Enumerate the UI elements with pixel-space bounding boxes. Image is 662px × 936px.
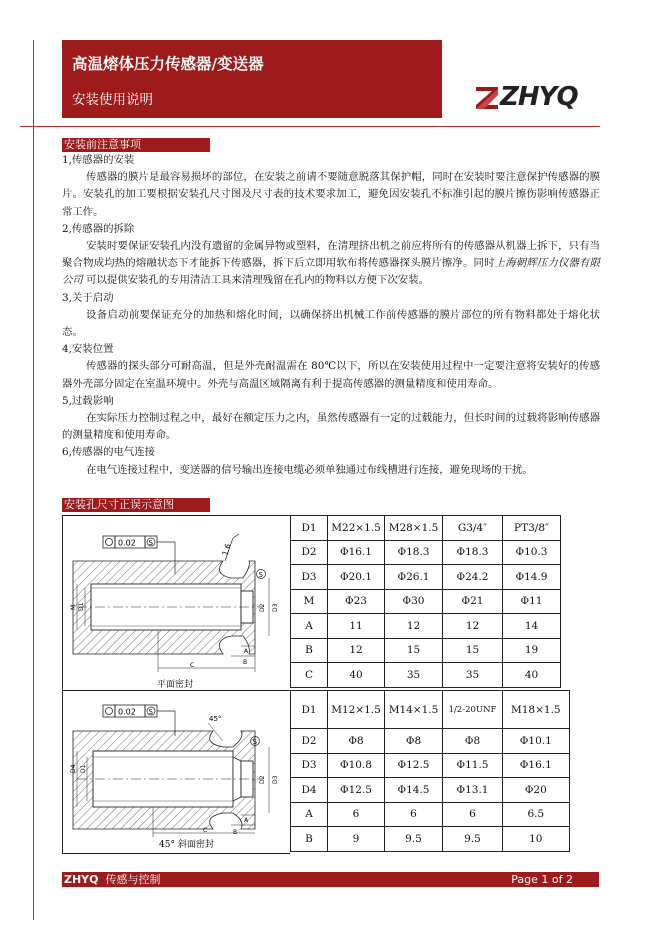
table-cell: Φ26.1 xyxy=(385,565,443,590)
table-row xyxy=(291,729,570,754)
doc-title: 高温熔体压力传感器/变送器 xyxy=(72,55,264,73)
table-cell: 12 xyxy=(385,614,443,639)
table-cell: 10 xyxy=(503,827,570,852)
bevel-seal-drawing xyxy=(63,691,290,853)
dim-label-d4: D4 xyxy=(70,764,77,773)
item-text-part: 安装时要保证安装孔内没有遗留的金属异物或塑料，在清理挤出机之前应将所有的传感器从机器上拆下，只有当聚合物成均热的熔融状态下才能拆下传感器，拆下后立即用软布将传感器探头膜片擦净。同时 xyxy=(62,240,600,270)
item-heading: 6,传感器的电气连接 xyxy=(62,446,156,459)
company-name: 上海朝辉压力仪器有限公司 xyxy=(62,257,600,287)
row-header-cell: A xyxy=(291,614,328,639)
table-cell: 19 xyxy=(503,638,561,663)
table-row xyxy=(291,516,561,541)
precautions-body xyxy=(62,152,600,479)
table-cell: M22×1.5 xyxy=(328,516,385,541)
table-cell: PT3/8″ xyxy=(503,516,561,541)
page-footer xyxy=(62,872,599,887)
dim-label-b: B xyxy=(243,659,248,666)
table-cell: 6 xyxy=(385,802,443,827)
table-row xyxy=(291,802,570,827)
figure-bevel-seal xyxy=(62,690,290,854)
item-text-part: 可以提供安装孔的专用清洁工具来清理残留在孔内的物料以方便下次安装。 xyxy=(82,274,429,287)
item-text: 传感器的膜片是最容易损坏的部位，在安装之前请不要随意脱落其保护帽，同时在安装时要注意保护传感器的膜片。安装孔的加工要根据安装孔尺寸图及尺寸表的技术要求加工，避免因安装孔不标准引起的膜片擦伤影响传感器正常工作。 xyxy=(62,171,600,218)
table-cell: Φ16.1 xyxy=(328,540,385,565)
table-cell: 40 xyxy=(328,663,385,688)
dim-label-d1: D1 xyxy=(78,602,85,611)
row-header-cell: B xyxy=(291,827,328,852)
item-text: 在实际压力控制过程之中，最好在额定压力之内，虽然传感器有一定的过载能力，但长时间的过载将影响传感器的测量精度和使用寿命。 xyxy=(62,412,600,442)
table-cell: 1/2-20UNF xyxy=(443,691,503,729)
table-cell: Φ8 xyxy=(385,729,443,754)
table-cell: 40 xyxy=(503,663,561,688)
footer-brand: ZHYQ xyxy=(64,873,99,886)
table-cell: Φ18.3 xyxy=(443,540,503,565)
table-cell: Φ24.2 xyxy=(443,565,503,590)
row-header-cell: D3 xyxy=(291,753,328,778)
table-cell: Φ10.3 xyxy=(503,540,561,565)
table-cell: G3/4″ xyxy=(443,516,503,541)
table-row xyxy=(291,614,561,639)
row-header-cell: A xyxy=(291,802,328,827)
table-row xyxy=(291,540,561,565)
row-header-cell: B xyxy=(291,638,328,663)
dim-label-d1: D1 xyxy=(80,764,87,773)
row-header-cell: D2 xyxy=(291,729,328,754)
dim-label-d2: D2 xyxy=(259,775,266,784)
table-cell: Φ30 xyxy=(385,589,443,614)
logo-text: ZHYQ xyxy=(500,82,578,112)
footer-tagline: 传感与控制 xyxy=(105,873,161,886)
item-text xyxy=(62,238,600,290)
table-row xyxy=(291,589,561,614)
table-cell: Φ11 xyxy=(503,589,561,614)
bevel-angle: 45° xyxy=(209,715,222,723)
dim-label-d2: D2 xyxy=(259,603,266,612)
item-text: 在电气连接过程中，变送器的信号输出连接电缆必须单独通过布线槽进行连接，避免现场的干扰。 xyxy=(86,463,533,476)
company-logo xyxy=(474,83,604,113)
dimension-table-bevel xyxy=(290,690,570,852)
table-cell: 9.5 xyxy=(443,827,503,852)
margin-line-vertical xyxy=(33,40,34,920)
table-cell: Φ12.5 xyxy=(385,753,443,778)
item-heading: 1,传感器的安装 xyxy=(62,154,135,166)
datum-mark-s: S xyxy=(252,738,257,746)
figure-caption: 平面密封 xyxy=(157,680,194,690)
item-heading: 5,过载影响 xyxy=(62,394,114,407)
dim-label-a: A xyxy=(244,648,249,655)
datum-label: S xyxy=(148,539,153,547)
datum-label: S xyxy=(148,708,153,716)
figure-caption: 45° 斜面密封 xyxy=(159,840,214,850)
tolerance-value: 0.02 xyxy=(118,538,136,548)
dim-label-d3: D3 xyxy=(272,603,279,612)
table-cell: 9.5 xyxy=(385,827,443,852)
section-title-hole-diagram: 安装孔尺寸正误示意图 xyxy=(62,498,210,512)
table-cell: 12 xyxy=(443,614,503,639)
datum-mark-s: S xyxy=(258,571,263,579)
table-cell: Φ14.9 xyxy=(503,565,561,590)
table-cell: 15 xyxy=(385,638,443,663)
item-text: 设备启动前要保证充分的加热和熔化时间，以确保挤出机械工作前传感器的膜片部位的所有物料都处于熔化状态。 xyxy=(62,308,600,339)
dim-label-a: A xyxy=(244,817,249,824)
section-title-precautions: 安装前注意事项 xyxy=(62,138,210,152)
dimension-table-flat xyxy=(290,515,561,688)
table-cell: 35 xyxy=(385,663,443,688)
footer-left xyxy=(64,872,161,887)
table-row xyxy=(291,827,570,852)
table-cell: 9 xyxy=(328,827,385,852)
table-cell: Φ16.1 xyxy=(503,753,570,778)
table-cell: 35 xyxy=(443,663,503,688)
row-header-cell: C xyxy=(291,663,328,688)
row-header-cell: D3 xyxy=(291,565,328,590)
table-cell: Φ13.1 xyxy=(443,778,503,803)
table-cell: 6 xyxy=(443,802,503,827)
table-cell: Φ10.1 xyxy=(503,729,570,754)
table-cell: Φ21 xyxy=(443,589,503,614)
table-cell: Φ20 xyxy=(503,778,570,803)
table-row xyxy=(291,638,561,663)
row-header-cell: D2 xyxy=(291,540,328,565)
table-row xyxy=(291,663,561,688)
dim-label-c: C xyxy=(203,827,208,834)
item-heading: 3,关于启动 xyxy=(62,291,114,304)
dim-label-c: C xyxy=(190,662,195,669)
margin-line-horizontal xyxy=(20,126,600,127)
table-cell: Φ23 xyxy=(328,589,385,614)
dim-label-b: B xyxy=(233,829,238,836)
table-cell: Φ14.5 xyxy=(385,778,443,803)
roughness-value: 1.6 xyxy=(220,542,233,557)
dim-label-m: M xyxy=(70,604,77,610)
table-cell: 6 xyxy=(328,802,385,827)
tolerance-value: 0.02 xyxy=(118,707,136,717)
table-row xyxy=(291,778,570,803)
table-cell: Φ8 xyxy=(328,729,385,754)
table-cell: Φ12.5 xyxy=(328,778,385,803)
table-cell: M12×1.5 xyxy=(328,691,385,729)
item-text: 传感器的探头部分可耐高温，但是外壳耐温需在 80℃以下，所以在安装使用过程中一定要注意将安装好的传感器外壳部分固定在室温环境中。外壳与高温区域隔离有利于提高传感器的测量精度和使用寿命。 xyxy=(62,360,600,390)
table-cell: 15 xyxy=(443,638,503,663)
table-cell: M28×1.5 xyxy=(385,516,443,541)
header-banner xyxy=(62,40,442,118)
item-heading: 2,传感器的拆除 xyxy=(62,222,135,235)
dim-label-d3: D3 xyxy=(272,775,279,784)
page-number: Page 1 of 2 xyxy=(511,873,573,886)
table-cell: Φ18.3 xyxy=(385,540,443,565)
logo-mark-icon xyxy=(474,85,500,111)
table-cell: Φ8 xyxy=(443,729,503,754)
table-cell: 12 xyxy=(328,638,385,663)
table-cell: 6.5 xyxy=(503,802,570,827)
table-row xyxy=(291,691,570,729)
doc-subtitle: 安装使用说明 xyxy=(72,92,153,108)
figure-flat-seal xyxy=(62,515,290,691)
row-header-cell: M xyxy=(291,589,328,614)
table-cell: Φ10.8 xyxy=(328,753,385,778)
flat-seal-drawing xyxy=(63,516,290,690)
table-cell: Φ20.1 xyxy=(328,565,385,590)
table-row xyxy=(291,565,561,590)
item-heading: 4,安装位置 xyxy=(62,343,114,356)
row-header-cell: D1 xyxy=(291,691,328,729)
table-cell: 14 xyxy=(503,614,561,639)
table-row xyxy=(291,753,570,778)
table-cell: M18×1.5 xyxy=(503,691,570,729)
table-cell: Φ11.5 xyxy=(443,753,503,778)
table-cell: M14×1.5 xyxy=(385,691,443,729)
row-header-cell: D4 xyxy=(291,778,328,803)
row-header-cell: D1 xyxy=(291,516,328,541)
table-cell: 11 xyxy=(328,614,385,639)
